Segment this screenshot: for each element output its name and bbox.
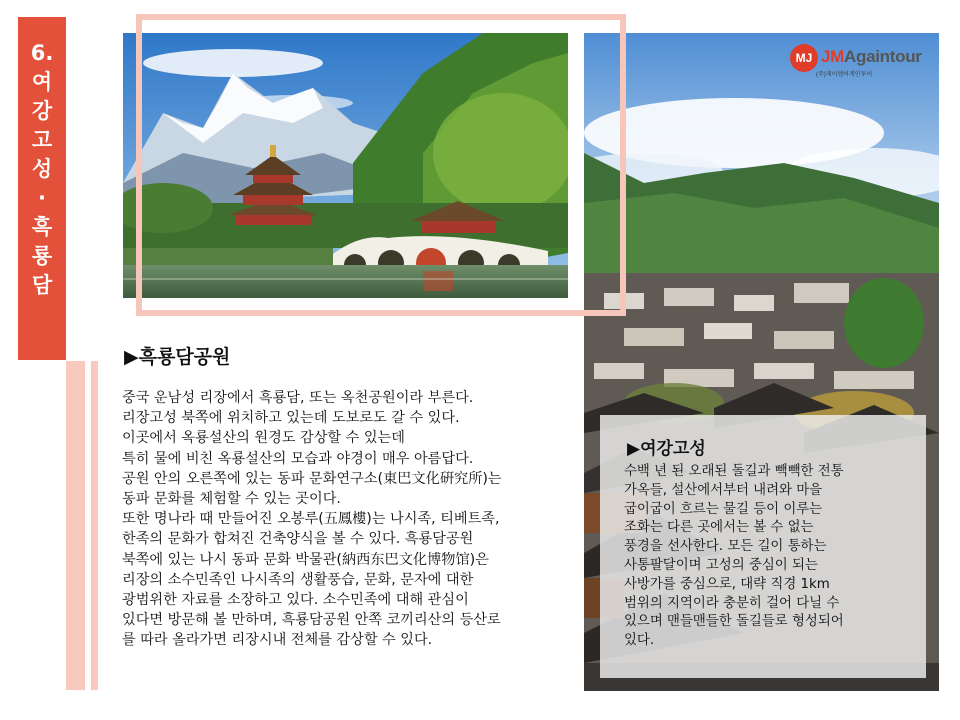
old-town-text-line: 사통팔달이며 고성의 중심이 되는 — [624, 557, 818, 573]
park-text-line: 동파 문화를 체험할 수 있는 곳이다. — [122, 491, 341, 508]
old-town-text-line: 가옥들, 설산에서부터 내려와 마을 — [624, 482, 823, 498]
park-text-line: 있다면 방문해 볼 만하며, 흑룡담공원 안쪽 코끼리산의 등산로 — [122, 612, 501, 629]
park-text-line: 를 따라 올라가면 리장시내 전체를 감상할 수 있다. — [122, 632, 433, 649]
section-title-char: 여 — [31, 70, 53, 94]
section-title-char: 성 — [31, 157, 53, 181]
park-text-line: 또한 명나라 때 만들어진 오봉루(五鳳樓)는 나시족, 티베트족, — [122, 511, 500, 528]
old-town-text-line: 사방가를 중심으로, 대략 직경 1km — [624, 576, 830, 592]
park-heading: ▶흑룡담공원 — [124, 346, 231, 368]
old-town-text-line: 있으며 맨들맨들한 돌길들로 형성되어 — [624, 614, 844, 630]
old-town-text-line: 있다. — [624, 633, 655, 649]
old-town-text-line: 범위의 지역이라 충분히 걸어 다닐 수 — [624, 595, 840, 611]
section-title-char: 고 — [31, 128, 53, 152]
old-town-text-line: 풍경을 선사한다. 모든 길이 통하는 — [624, 539, 827, 555]
section-title-char: 룡 — [31, 244, 53, 268]
park-text-line: 리장의 소수민족인 나시족의 생활풍습, 문화, 문자에 대한 — [122, 571, 474, 588]
old-town-text-line: 수백 년 된 오래된 돌길과 빽빽한 전통 — [624, 464, 844, 479]
logo-name — [821, 47, 922, 67]
old-town-text-line: 굽이굽이 흐르는 물길 등이 이루는 — [624, 501, 823, 517]
park-description — [122, 388, 572, 651]
park-text-line: 한족의 문화가 합쳐진 건축양식을 볼 수 있다. 흑룡담공원 — [122, 531, 474, 548]
section-title-char: 6. — [30, 41, 54, 65]
park-text-line: 이곳에서 옥룡설산의 원경도 감상할 수 있는데 — [122, 430, 405, 447]
section-title-char: 강 — [31, 99, 53, 123]
logo-name-rest: Againtour — [844, 47, 922, 66]
park-text-line: 공원 안의 오른쪽에 있는 동파 문화연구소(東巴文化硏究所)는 — [122, 470, 502, 487]
old-town-description — [624, 463, 924, 651]
section-title-char: · — [38, 186, 46, 210]
company-logo — [790, 44, 930, 80]
section-title-char: 담 — [31, 273, 53, 297]
section-title-char: 흑 — [31, 215, 53, 239]
park-text-line: 광범위한 자료를 소장하고 있다. 소수민족에 대해 관심이 — [122, 592, 469, 609]
black-dragon-pool-photo — [123, 33, 568, 298]
logo-subtitle: (주)제이엠어게인투어 — [816, 72, 873, 78]
logo-mark: MJ — [790, 44, 818, 72]
old-town-text-line: 조화는 다른 곳에서는 볼 수 없는 — [624, 520, 814, 536]
section-title-bar — [18, 17, 66, 360]
park-text-line: 중국 운남성 리장에서 흑룡담, 또는 옥천공원이라 부른다. — [122, 390, 474, 406]
decor-stripe-thin — [91, 361, 98, 690]
decor-stripe-wide — [66, 361, 85, 690]
logo-name-red: JM — [821, 47, 845, 66]
old-town-heading: ▶여강고성 — [627, 439, 706, 459]
park-text-line: 북쪽에 있는 나시 동파 문화 박물관(納西东巴文化博物馆)은 — [122, 551, 489, 568]
park-text-line: 특히 물에 비친 옥룡설산의 모습과 야경이 매우 아름답다. — [122, 450, 474, 467]
park-text-line: 리장고성 북쪽에 위치하고 있는데 도보로도 갈 수 있다. — [122, 410, 460, 427]
